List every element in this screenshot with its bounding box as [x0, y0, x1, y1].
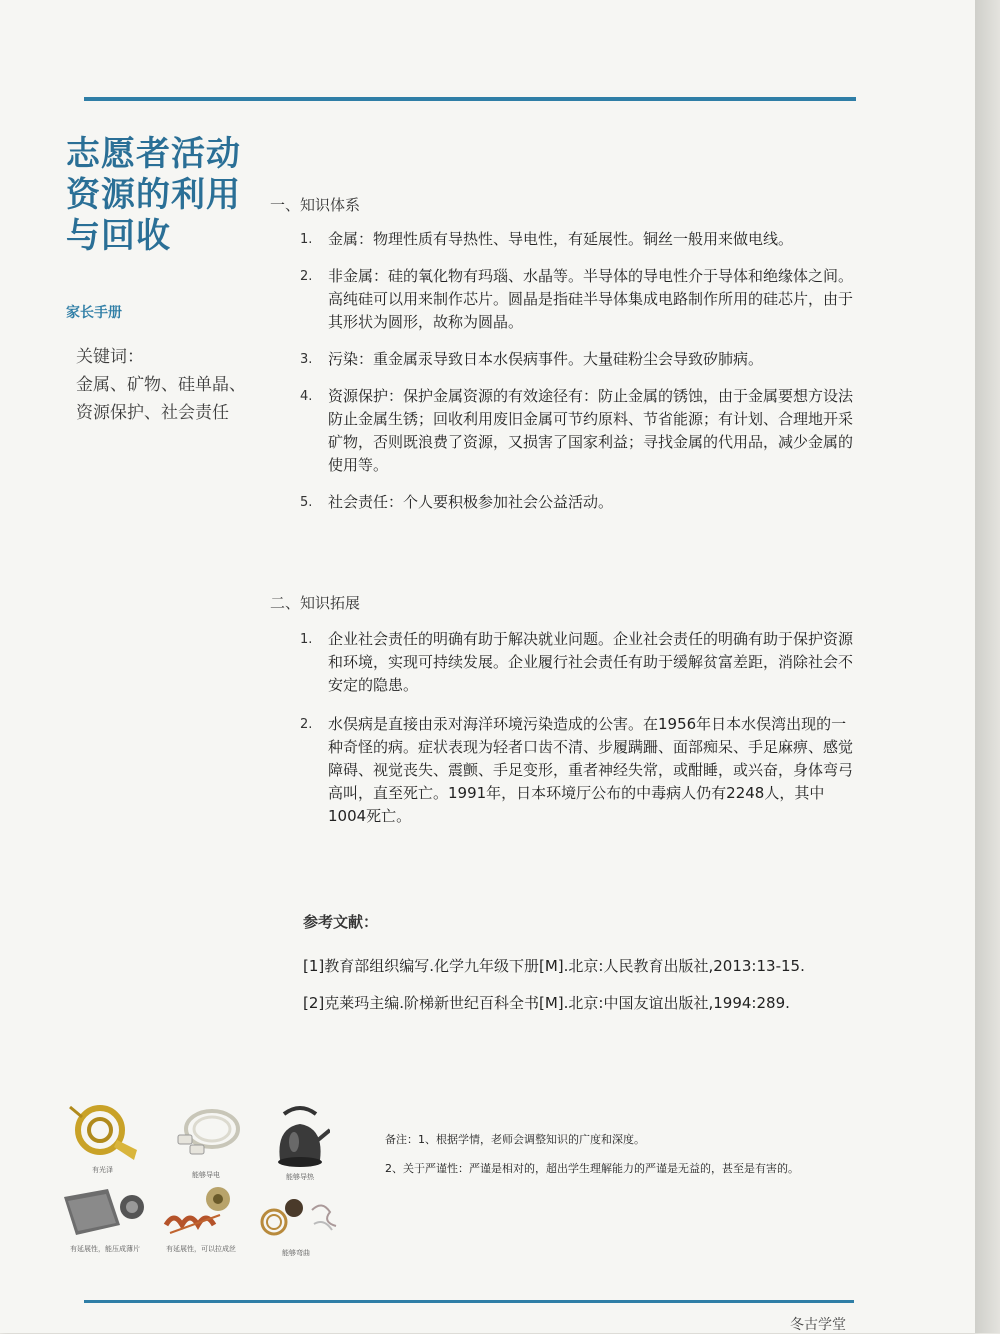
list-item	[300, 228, 858, 251]
item-number: 2.	[300, 717, 313, 732]
item-text: 水俣病是直接由汞对海洋环境污染造成的公害。在1956年日本水俣湾出现的一种奇怪的病。症状表现为轻者口齿不清、步履蹒跚、面部痴呆、手足麻痹、感觉障碍、视觉丧失、震颤、手足变形，重者神经失常，或酣睡，或兴奋，身体弯弓高叫，直至死亡。1991年，日本环境厅公布的中毒病人仍有2248人，其中1004死亡。	[328, 715, 854, 825]
section-heading-knowledge-extension: 二、知识拓展	[270, 594, 361, 612]
item-number: 4.	[300, 389, 313, 404]
picture-caption: 能够导热	[286, 1173, 314, 1181]
item-number: 1.	[300, 632, 313, 647]
background-edge	[975, 0, 1000, 1333]
item-text: 金属：物理性质有导热性、导电性，有延展性。铜丝一般用来做电线。	[328, 230, 794, 248]
list-item	[300, 385, 858, 477]
item-text: 资源保护：保护金属资源的有效途径有：防止金属的锈蚀，由于金属要想方设法防止金属生锈；回收利用废旧金属可节约原料、节省能源；有计划、合理地开采矿物，否则既浪费了资源，又损害了国家利益；寻找金属的代用品，减少金属的使用等。	[328, 387, 854, 474]
list-item	[300, 348, 858, 371]
item-number: 2.	[300, 269, 313, 284]
title-line: 资源的利用	[66, 175, 241, 215]
list-item	[300, 491, 858, 514]
copper-wire-icon	[172, 1105, 244, 1169]
title-line: 与回收	[66, 216, 171, 256]
list-item	[300, 265, 858, 334]
knowledge-extension-list	[300, 628, 858, 828]
picture-caption: 能够导电	[192, 1171, 220, 1179]
wire-coils-icon	[160, 1185, 240, 1244]
reference-item: [2]克莱玛主编.阶梯新世纪百科全书[M].北京:中国友谊出版社,1994:289.	[303, 994, 790, 1012]
handbook-label: 家长手册	[66, 305, 122, 321]
item-text: 社会责任：个人要积极参加社会公益活动。	[328, 493, 614, 511]
item-text: 污染：重金属汞导致日本水俣病事件。大量硅粉尘会导致矽肺病。	[328, 350, 764, 368]
item-text: 企业社会责任的明确有助于解决就业问题。企业社会责任的明确有助于保护资源和环境，实现可持续发展。企业履行社会责任有助于缓解贫富差距，消除社会不安定的隐患。	[328, 630, 854, 694]
bottom-rule	[84, 1300, 854, 1303]
french-horn-icon	[62, 1095, 142, 1169]
keywords-text: 金属、矿物、硅单晶、资源保护、社会责任	[76, 375, 246, 423]
picture-caption: 有延展性，能压成薄片	[70, 1245, 140, 1253]
section-heading-knowledge-system: 一、知识体系	[270, 196, 361, 214]
corner-text: 冬古学堂	[790, 1317, 846, 1333]
title-line: 志愿者活动	[66, 134, 241, 174]
note-line: 备注：1、根据学情，老师会调整知识的广度和深度。	[385, 1133, 645, 1146]
list-item	[300, 713, 858, 828]
item-number: 3.	[300, 352, 313, 367]
item-number: 5.	[300, 495, 313, 510]
knowledge-system-list	[300, 228, 858, 514]
top-rule	[84, 97, 856, 101]
picture-caption: 能够弯曲	[282, 1249, 310, 1257]
page-title	[66, 134, 281, 257]
keywords-block	[76, 343, 246, 427]
keywords-label: 关键词：	[76, 347, 144, 367]
list-item	[300, 628, 858, 697]
picture-caption: 有光泽	[92, 1166, 113, 1174]
references-title: 参考文献：	[303, 913, 379, 931]
bent-wires-icon	[252, 1190, 342, 1249]
item-number: 1.	[300, 232, 313, 247]
picture-caption: 有延展性，可以拉成丝	[166, 1245, 236, 1253]
metal-foil-icon	[60, 1185, 150, 1244]
kettle-icon	[270, 1100, 330, 1174]
reference-item: [1]教育部组织编写.化学九年级下册[M].北京:人民教育出版社,2013:13-15.	[303, 957, 805, 975]
item-text: 非金属：硅的氧化物有玛瑙、水晶等。半导体的导电性介于导体和绝缘体之间。高纯硅可以用来制作芯片。圆晶是指硅半导体集成电路制作所用的硅芯片，由于其形状为圆形，故称为圆晶。	[328, 267, 854, 331]
note-line: 2、关于严谨性：严谨是相对的，超出学生理解能力的严谨是无益的，甚至是有害的。	[385, 1162, 799, 1175]
